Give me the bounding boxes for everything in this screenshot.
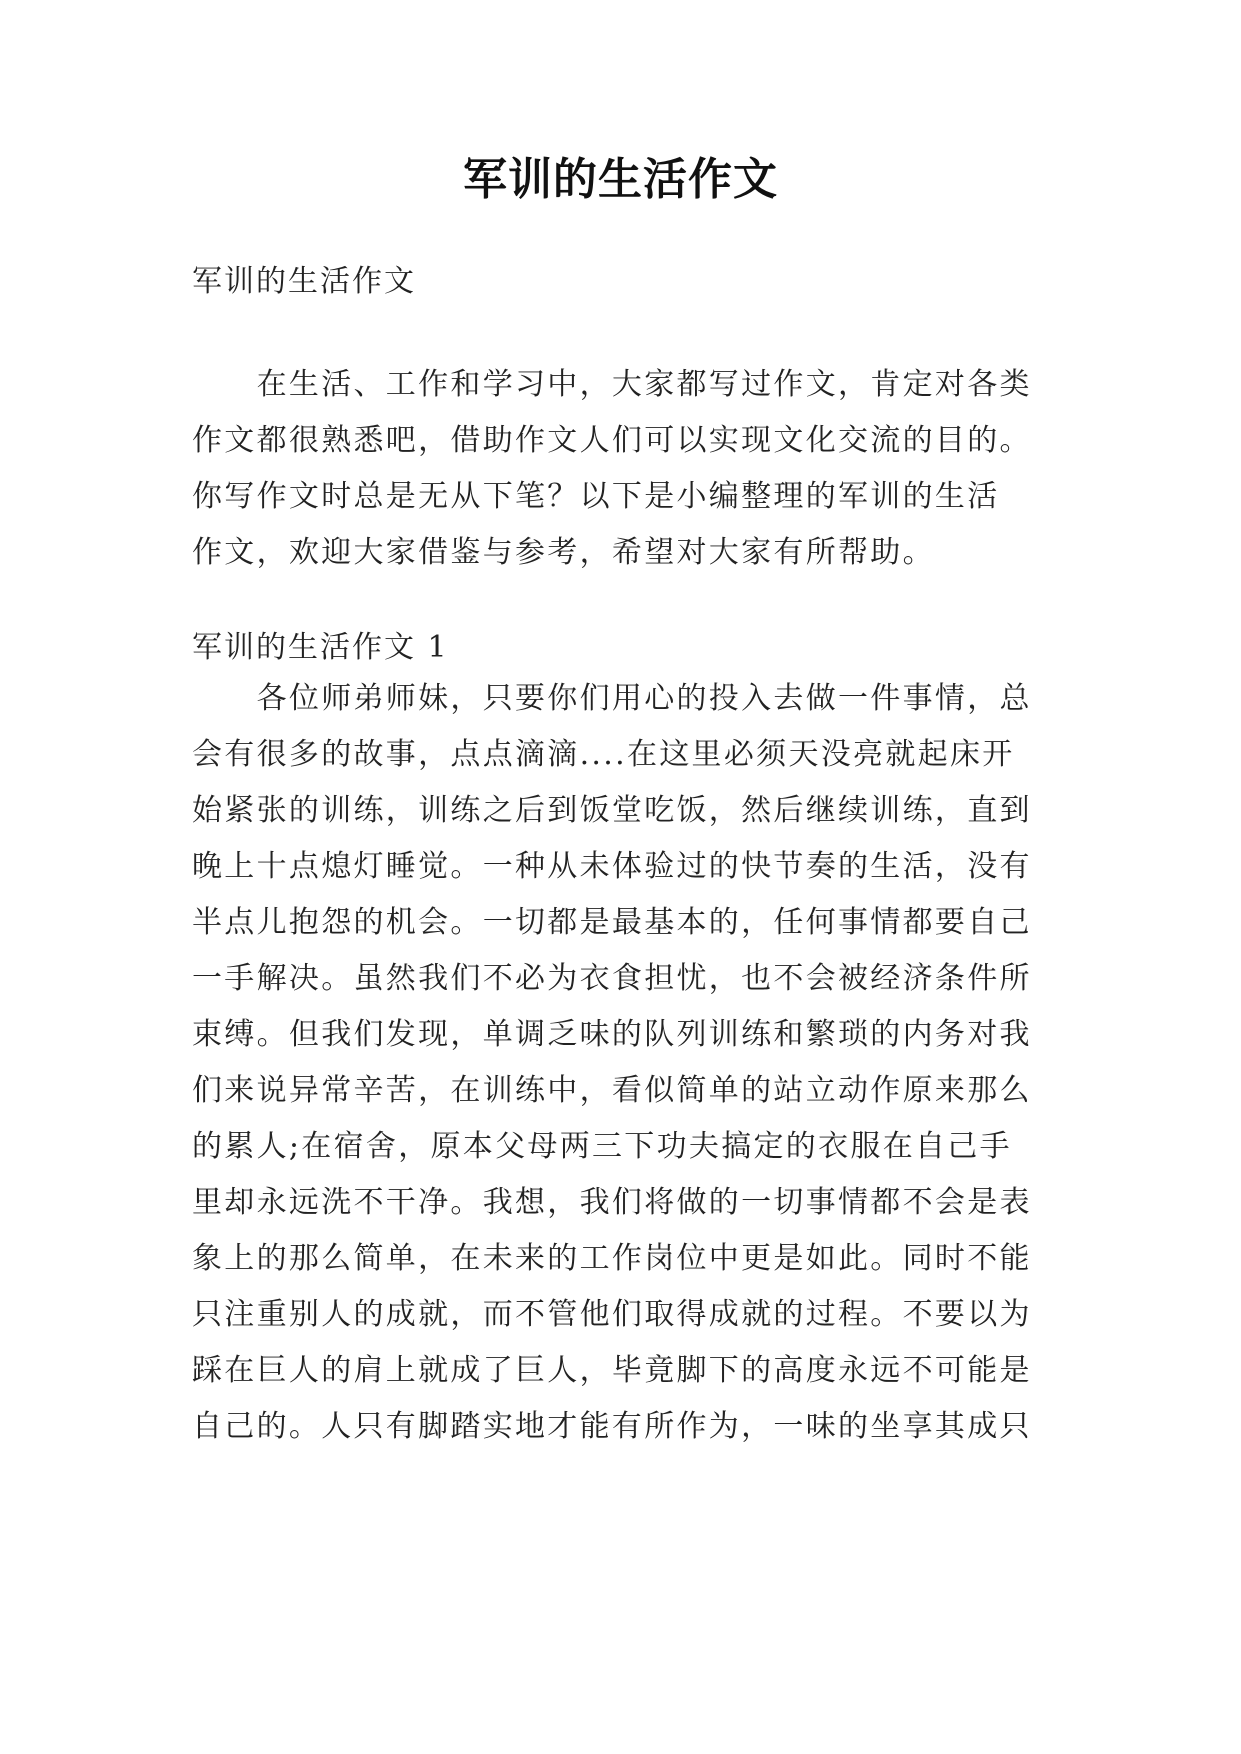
paragraph-line: 只注重别人的成就，而不管他们取得成就的过程。不要以为: [192, 1297, 1032, 1332]
paragraph-line: 在生活、工作和学习中，大家都写过作文，肯定对各类: [192, 367, 1032, 402]
paragraph-line: 的累人;在宿舍，原本父母两三下功夫搞定的衣服在自己手: [192, 1129, 1012, 1164]
intro-paragraph: [192, 357, 1072, 581]
paragraph-line: 踩在巨人的肩上就成了巨人，毕竟脚下的高度永远不可能是: [192, 1353, 1032, 1388]
paragraph-line: 你写作文时总是无从下笔？以下是小编整理的军训的生活: [192, 479, 1000, 514]
paragraph-line: 半点儿抱怨的机会。一切都是最基本的，任何事情都要自己: [192, 905, 1032, 940]
paragraph-line: 象上的那么简单，在未来的工作岗位中更是如此。同时不能: [192, 1241, 1032, 1276]
paragraph-line: 们来说异常辛苦，在训练中，看似简单的站立动作原来那么: [192, 1073, 1032, 1108]
section-paragraph: [192, 671, 1072, 1455]
paragraph-line: 自己的。人只有脚踏实地才能有所作为，一味的坐享其成只: [192, 1409, 1032, 1444]
document-title: 军训的生活作文: [463, 154, 778, 205]
paragraph-line: 作文都很熟悉吧，借助作文人们可以实现文化交流的目的。: [192, 423, 1032, 458]
paragraph-line: 一手解决。虽然我们不必为衣食担忧，也不会被经济条件所: [192, 961, 1032, 996]
paragraph-line: 晚上十点熄灯睡觉。一种从未体验过的快节奏的生活，没有: [192, 849, 1032, 884]
section-heading: 军训的生活作文 1: [192, 630, 449, 665]
paragraph-line: 会有很多的故事，点点滴滴....在这里必须天没亮就起床开: [192, 737, 1015, 772]
document-subtitle: 军训的生活作文: [192, 264, 416, 299]
paragraph-line: 作文，欢迎大家借鉴与参考，希望对大家有所帮助。: [192, 535, 935, 570]
paragraph-line: 里却永远洗不干净。我想，我们将做的一切事情都不会是表: [192, 1185, 1032, 1220]
paragraph-line: 始紧张的训练，训练之后到饭堂吃饭，然后继续训练，直到: [192, 793, 1032, 828]
paragraph-line: 束缚。但我们发现，单调乏味的队列训练和繁琐的内务对我: [192, 1017, 1032, 1052]
paragraph-line: 各位师弟师妹，只要你们用心的投入去做一件事情，总: [192, 681, 1032, 716]
